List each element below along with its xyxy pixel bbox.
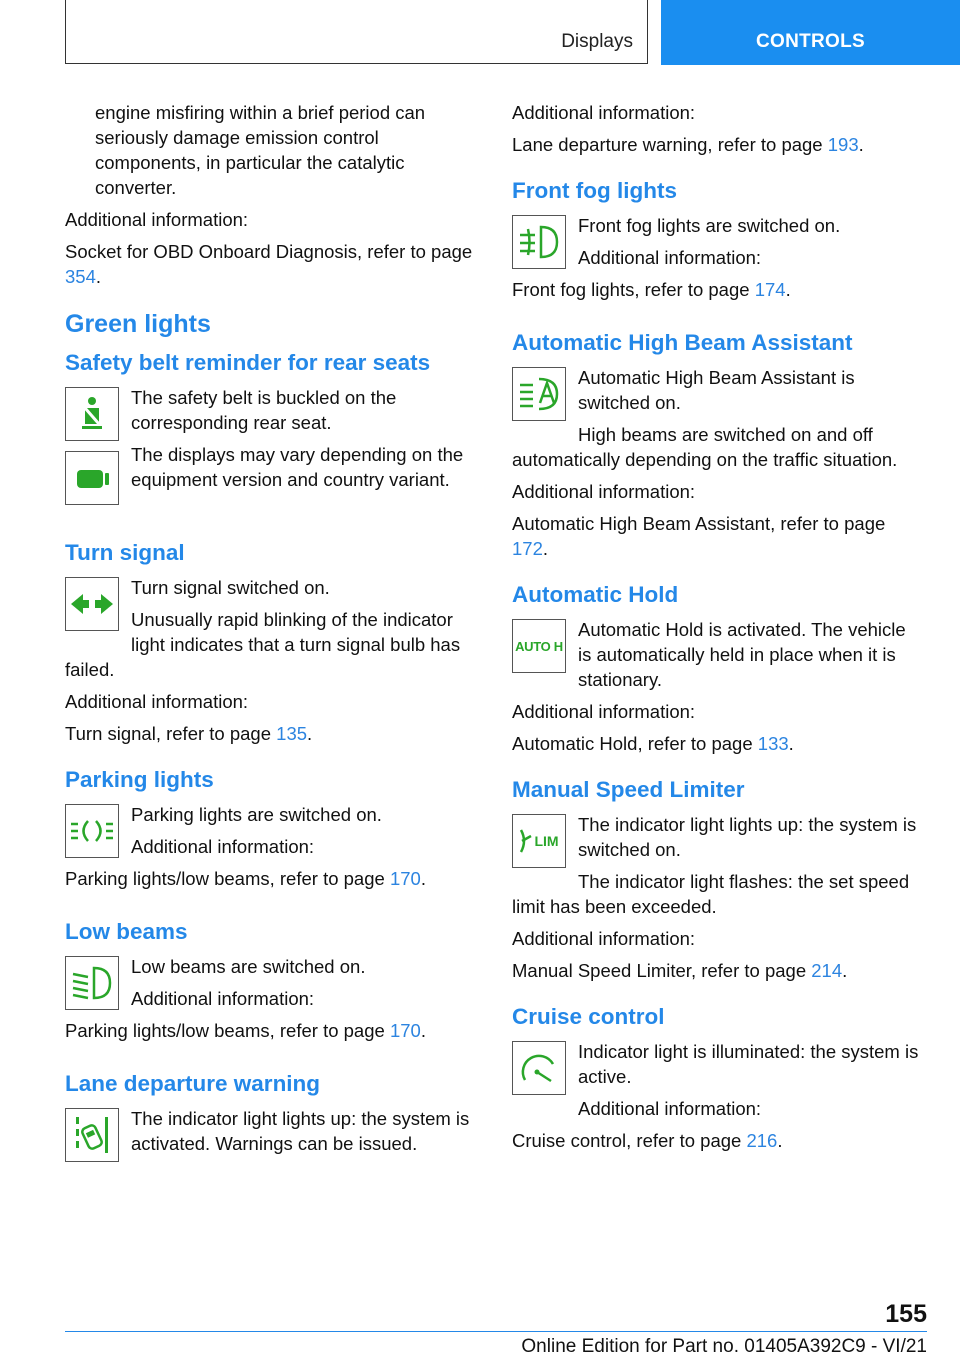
seatbelt-block: [65, 385, 475, 519]
speed-limiter-text-2: The indicator light flashes: the set speed limit has been exceeded.: [512, 871, 910, 917]
intro-additional-label: Additional information:: [65, 209, 249, 230]
turn-signal-text-2: Unusually rapid blinking of the indicator light indicates that a turn signal bulb has failed.: [65, 609, 461, 680]
low-beams-block: [65, 954, 475, 1050]
front-fog-additional-label: Additional information:: [578, 247, 762, 268]
cruise-control-text-1: Indicator light is illuminated: the system is active.: [578, 1041, 919, 1087]
page-link[interactable]: 174: [754, 279, 786, 300]
high-beam-additional-label: Additional information:: [512, 481, 696, 502]
high-beam-assistant-icon: [512, 367, 566, 421]
intro-text: engine misfiring within a brief period can seriously damage emission control components, in particular the catalytic converter.: [95, 102, 426, 198]
parking-lights-reference: Parking lights/low beams, refer to page 170.: [65, 868, 426, 889]
parking-lights-additional-label: Additional information:: [131, 836, 315, 857]
automatic-hold-block: [512, 617, 922, 699]
speed-limiter-icon-label: LIM: [534, 832, 559, 849]
header-section-title: Displays: [561, 31, 633, 52]
page-link[interactable]: 354: [65, 266, 96, 287]
parking-lights-block: [65, 802, 475, 898]
front-fog-text-1: Front fog lights are switched on.: [578, 215, 841, 236]
heading-low-beams: Low beams: [65, 919, 188, 944]
page-link[interactable]: 135: [276, 723, 308, 744]
auto-hold-icon: [512, 619, 566, 673]
page-link[interactable]: 172: [512, 538, 543, 559]
turn-signal-text-1: Turn signal switched on.: [131, 577, 330, 598]
high-beam-reference: Automatic High Beam Assistant, refer to page 172.: [512, 513, 886, 559]
seatbelt-icons: [65, 387, 119, 515]
page-link[interactable]: 193: [827, 134, 859, 155]
section-title-green-lights: Green lights: [65, 310, 211, 338]
turn-signal-arrows-icon: [65, 577, 119, 631]
low-beams-icon: [65, 956, 119, 1010]
intro-reference: Socket for OBD Onboard Diagnosis, refer to page 354.: [65, 241, 473, 287]
seatbelt-text-1: The safety belt is buckled on the corresponding rear seat.: [131, 387, 397, 433]
lane-departure-block: [65, 1106, 475, 1168]
low-beams-additional-label: Additional information:: [131, 988, 315, 1009]
front-fog-lights-icon: [512, 215, 566, 269]
heading-speed-limiter: Manual Speed Limiter: [512, 777, 745, 802]
speed-limiter-block: [512, 812, 922, 926]
header-chapter-tab: [661, 0, 960, 65]
heading-parking-lights: Parking lights: [65, 767, 214, 792]
page-link[interactable]: 216: [746, 1130, 778, 1151]
cruise-control-additional-label: Additional information:: [578, 1098, 762, 1119]
page-number: 155: [885, 1300, 927, 1328]
page-link[interactable]: 170: [389, 1020, 421, 1041]
front-fog-block: [512, 213, 922, 309]
turn-signal-reference: Turn signal, refer to page 135.: [65, 723, 313, 744]
lane-additional-label: Additional information:: [512, 102, 696, 123]
speed-limiter-text-1: The indicator light lights up: the system is switched on.: [578, 814, 917, 860]
front-fog-reference: Front fog lights, refer to page 174.: [512, 279, 791, 300]
heading-automatic-hold: Automatic Hold: [512, 582, 679, 607]
page-link[interactable]: 214: [811, 960, 843, 981]
header-chapter-title: CONTROLS: [755, 31, 865, 52]
edition-note: Online Edition for Part no. 01405A392C9 - VI/21: [521, 1336, 927, 1357]
lane-departure-text-1: The indicator light lights up: the system is activated. Warnings can be issued.: [131, 1108, 470, 1154]
speed-limiter-icon: [512, 814, 566, 868]
heading-seatbelt: Safety belt reminder for rear seats: [65, 350, 431, 375]
heading-high-beam-assistant: Automatic High Beam Assistant: [512, 330, 853, 355]
cruise-control-gauge-icon: [512, 1041, 566, 1095]
footer-divider: [65, 1331, 927, 1332]
parking-lights-icon: [65, 804, 119, 858]
left-column: [65, 100, 475, 1168]
automatic-hold-text-1: Automatic Hold is activated. The vehicle is automatically held in place when it is stationary.: [578, 619, 906, 690]
right-column: [512, 100, 922, 1160]
page-header: [65, 0, 960, 65]
heading-front-fog: Front fog lights: [512, 178, 677, 203]
heading-cruise-control: Cruise control: [512, 1004, 665, 1029]
seatbelt-person-icon: [65, 387, 119, 441]
lane-reference: Lane departure warning, refer to page 193.: [512, 134, 864, 155]
header-section-box: [65, 0, 648, 64]
low-beams-reference: Parking lights/low beams, refer to page 170.: [65, 1020, 426, 1041]
speed-limiter-additional-label: Additional information:: [512, 928, 696, 949]
seatbelt-text-2: The displays may vary depending on the equipment version and country variant.: [131, 444, 464, 490]
high-beam-text-1: Automatic High Beam Assistant is switched on.: [578, 367, 855, 413]
automatic-hold-reference: Automatic Hold, refer to page 133.: [512, 733, 794, 754]
heading-lane-departure: Lane departure warning: [65, 1071, 321, 1096]
low-beams-text-1: Low beams are switched on.: [131, 956, 366, 977]
high-beam-block: [512, 365, 922, 479]
lane-departure-car-icon: [65, 1108, 119, 1162]
auto-hold-icon-label: AUTO H: [515, 638, 563, 654]
page-link[interactable]: 133: [757, 733, 789, 754]
turn-signal-block: [65, 575, 475, 689]
cruise-control-block: [512, 1039, 922, 1128]
parking-lights-text-1: Parking lights are switched on.: [131, 804, 382, 825]
speed-limiter-reference: Manual Speed Limiter, refer to page 214.: [512, 960, 848, 981]
high-beam-text-2: High beams are switched on and off automatically depending on the traffic situation.: [512, 424, 898, 470]
automatic-hold-additional-label: Additional information:: [512, 701, 696, 722]
heading-turn-signal: Turn signal: [65, 540, 185, 565]
turn-signal-additional-label: Additional information:: [65, 691, 249, 712]
cruise-control-reference: Cruise control, refer to page 216.: [512, 1130, 783, 1151]
seatbelt-rear-seat-icon: [65, 451, 119, 505]
page-link[interactable]: 170: [389, 868, 421, 889]
